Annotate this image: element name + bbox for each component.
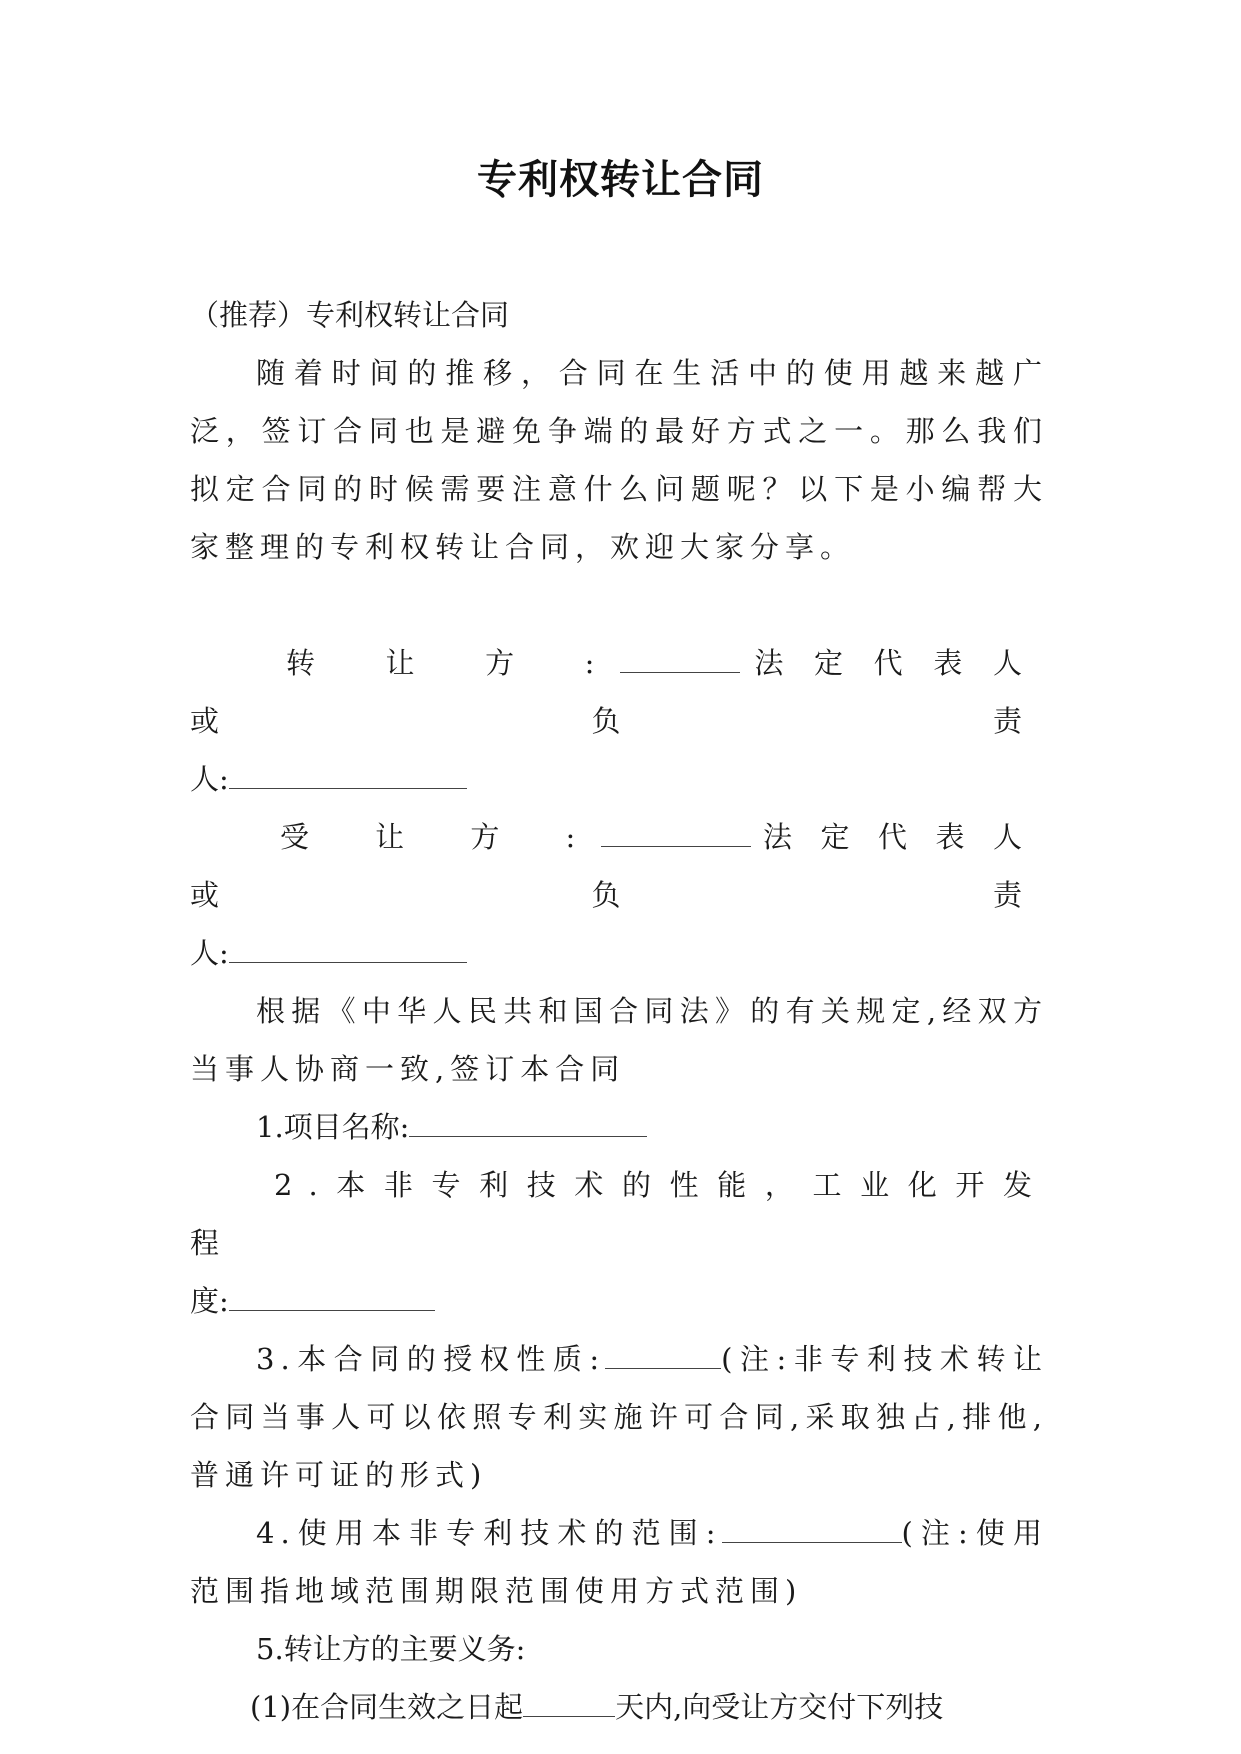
item-4-note: (注:使用范围指地域范围期限范围使用方式范围) [190,1516,1048,1608]
document-title: 专利权转让合同 [477,157,764,203]
item-3 [190,1330,1048,1504]
item-3-note: (注:非专利技术转让合同当事人可以依照专利实施许可合同,采取独占,排他,普通许可证的形式) [190,1342,1048,1492]
transferor-label: 转 让 方 : [286,646,621,680]
item-5-1-label: (1)在合同生效之日起 [250,1690,524,1724]
item-2-label: 2.本非专利技术的性能，工业化开发程 [190,1168,1048,1260]
transferor-blank[interactable] [620,640,740,673]
item-5-1-tail: 天内,向受让方交付下列技 [615,1690,944,1724]
transferee-rep-label: 法定代表人或负责 [190,820,1048,912]
item-5-1 [190,1678,1048,1736]
legal-basis-paragraph: 根据《中华人民共和国合同法》的有关规定,经双方当事人协商一致,签订本合同 [190,994,1048,1086]
item-4 [190,1504,1048,1620]
transferor-line [190,634,1048,750]
paragraph-spacer [190,576,1048,634]
transferor-rep-blank[interactable] [229,756,467,789]
project-name-blank[interactable] [409,1104,647,1137]
performance-blank[interactable] [229,1278,435,1311]
transferee-rep-tail: 人: [190,936,229,970]
transferee-rep-blank[interactable] [229,930,467,963]
subtitle-line: （推荐）专利权转让合同 [190,298,510,332]
item-2 [190,1156,1048,1272]
item-1-label: 1.项目名称: [256,1110,410,1144]
item-2-continued [190,1272,1048,1330]
transferee-label: 受 让 方 : [280,820,602,854]
transferee-rep-line [190,924,1048,982]
item-2-tail: 度: [190,1284,229,1318]
intro-paragraph: 随着时间的推移，合同在生活中的使用越来越广泛，签订合同也是避免争端的最好方式之一。那么我们拟定合同的时候需要注意什么问题呢？以下是小编帮大家整理的专利权转让合同，欢迎大家分享。 [190,356,1048,564]
transferee-line [190,808,1048,924]
delivery-days-blank[interactable] [523,1684,615,1717]
authorization-nature-blank[interactable] [605,1336,721,1369]
transferee-blank[interactable] [601,814,751,847]
document-body [190,286,1048,1736]
item-4-label: 4.使用本非专利技术的范围: [256,1516,722,1550]
item-1 [190,1098,1048,1156]
item-5: 5.转让方的主要义务: [256,1632,526,1666]
transferor-rep-line [190,750,1048,808]
transferor-rep-label: 法定代表人或负责 [190,646,1048,738]
usage-scope-blank[interactable] [722,1510,902,1543]
transferor-rep-tail: 人: [190,762,229,796]
item-3-label: 3.本合同的授权性质: [256,1342,606,1376]
